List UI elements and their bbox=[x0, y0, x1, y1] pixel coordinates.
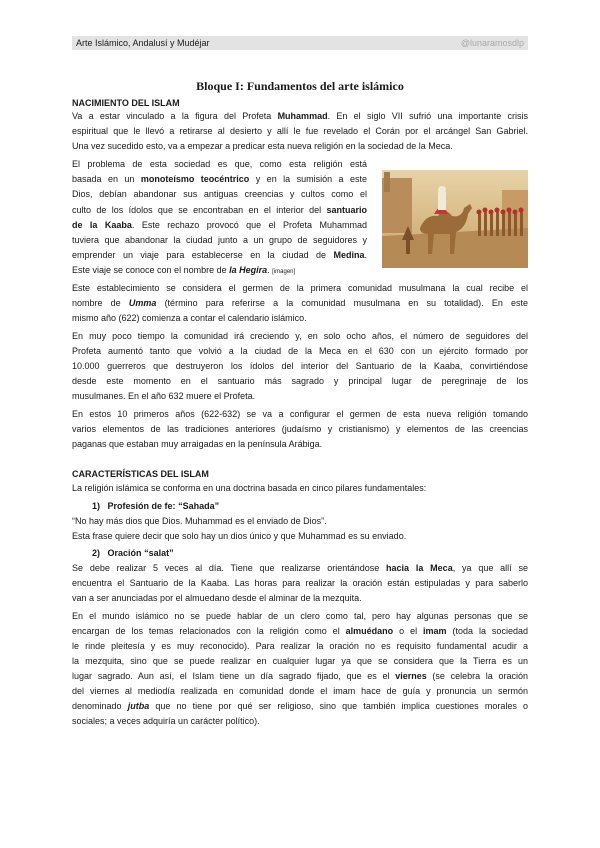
section-heading-caracteristicas: CARACTERÍSTICAS DEL ISLAM bbox=[72, 469, 209, 479]
paragraph-line: desde este momento en el santuario más sagrado y principal lugar de peregrinaje de los bbox=[72, 376, 528, 386]
paragraph-line: En el mundo islámico no se puede hablar de un clero como tal, pero hay algunas personas que se bbox=[72, 611, 528, 621]
paragraph-line: le rinde pleitesía y es muy reconocido). Para realizar la oración no es requisito fundamental acudir a bbox=[72, 641, 528, 651]
list-item-sahada: 1) Profesión de fe: “Sahada” bbox=[92, 501, 220, 511]
paragraph-line: culto de los ídolos que se encontraban en el interior del santuario bbox=[72, 205, 367, 215]
paragraph-line: 10.000 guerreros que destruyeron los ídolos del interior del Santuario de la Kaaba, convirtiéndose bbox=[72, 361, 528, 371]
paragraph-line: espiritual que le llevó a retirarse al desierto y allí le fue revelado el Corán por el arcángel San Gabriel. bbox=[72, 126, 528, 136]
paragraph-line: Una vez sucedido esto, va a empezar a predicar esta nueva religión en la sociedad de la Meca. bbox=[72, 141, 453, 151]
paragraph-line: Se debe realizar 5 veces al día. Tiene que realizarse orientándose hacia la Meca, ya que allí se bbox=[72, 563, 528, 573]
paragraph-line: Esta frase quiere decir que solo hay un dios único y que Muhammad es su enviado. bbox=[72, 531, 407, 541]
paragraph-line: En muy poco tiempo la comunidad irá creciendo y, en solo ocho años, el número de seguidores del bbox=[72, 331, 528, 341]
paragraph-line: sociales; a veces adquiría un carácter político). bbox=[72, 716, 260, 726]
paragraph-line: Este viaje se conoce con el nombre de la Hegira. [imagen] bbox=[72, 265, 296, 275]
paragraph-line: van a ser anunciadas por el almuedano desde el alminar de la mezquita. bbox=[72, 593, 362, 603]
quote-line: “No hay más dios que Dios. Muhammad es el enviado de Dios”. bbox=[72, 516, 327, 526]
page-header bbox=[72, 36, 528, 50]
paragraph-line: Dios, debían abandonar sus antiguas creencias y cultos como el bbox=[72, 189, 367, 199]
paragraph-line: Profeta aumentó tanto que volvió a la ciudad de la Meca en el 630 con un ejército formado por bbox=[72, 346, 528, 356]
paragraph-line: La religión islámica se conforma en una doctrina basada en cinco pilares fundamentales: bbox=[72, 483, 427, 493]
paragraph-line: emprender un viaje para establecerse en la ciudad de Medina. bbox=[72, 250, 367, 260]
paragraph-line: la mezquita, sino que se puede realizar en cualquier lugar ya que se considera que la Tierra es un bbox=[72, 656, 528, 666]
header-author-handle: @lunaramosdlp bbox=[460, 38, 524, 48]
paragraph-line: nombre de Umma (término para referirse a la comunidad musulmana en su totalidad). En este bbox=[72, 298, 528, 308]
paragraph-line: encargan de los temas relacionados con la religión como el almuédano o el imam (toda la sociedad bbox=[72, 626, 528, 636]
paragraph-line: tuviera que abandonar la ciudad junto a un grupo de seguidores y bbox=[72, 235, 367, 245]
paragraph-line: encuentra el Santuario de la Kaaba. Las horas para realizar la oración están estipuladas y para saberlo bbox=[72, 578, 528, 588]
paragraph-line: varios elementos de las tradiciones anteriores (judaísmo y cristianismo) y elementos de las creencias bbox=[72, 424, 528, 434]
list-item-salat: 2) Oración “salat” bbox=[92, 548, 174, 558]
paragraph-line: musulmanes. En el año 632 muere el Profeta. bbox=[72, 391, 256, 401]
image-tag: [imagen] bbox=[272, 269, 296, 275]
paragraph-line: basada en un monoteísmo teocéntrico y en la sumisión a este bbox=[72, 174, 367, 184]
section-heading-nacimiento: NACIMIENTO DEL ISLAM bbox=[72, 98, 180, 108]
header-course-title: Arte Islámico, Andalusí y Mudéjar bbox=[76, 38, 210, 48]
paragraph-line: de la Kaaba. Este rechazo provocó que el Profeta Muhammad bbox=[72, 220, 367, 230]
camel-rider-illustration bbox=[382, 170, 528, 268]
paragraph-line: del viernes al mediodía realizada en comunidad donde el imam hace de guía y pronuncia un sermón bbox=[72, 686, 528, 696]
page-title: Bloque I: Fundamentos del arte islámico bbox=[196, 79, 404, 93]
paragraph-line: mismo año (622) comienza a contar el calendario islámico. bbox=[72, 313, 307, 323]
paragraph-line: En estos 10 primeros años (622-632) se va a configurar el germen de esta nueva religión tomando bbox=[72, 409, 528, 419]
paragraph-line: El problema de esta sociedad es que, como esta religión está bbox=[72, 159, 367, 169]
paragraph-line: Este establecimiento se considera el germen de la primera comunidad musulmana la cual recibe el bbox=[72, 283, 528, 293]
hegira-illustration bbox=[382, 170, 528, 268]
paragraph-line: Va a estar vinculado a la figura del Profeta Muhammad. En el siglo VII sufrió una importante crisis bbox=[72, 111, 528, 121]
paragraph-line: denominado jutba que no tiene por qué ser religioso, sino que también implica cuestiones morales o bbox=[72, 701, 528, 711]
paragraph-line: lugar sagrado. Aun así, el Islam tiene un día sagrado fijado, que es el viernes (se celebra la oración bbox=[72, 671, 528, 681]
paragraph-line: paganas que estaban muy arraigadas en la península Arábiga. bbox=[72, 439, 323, 449]
